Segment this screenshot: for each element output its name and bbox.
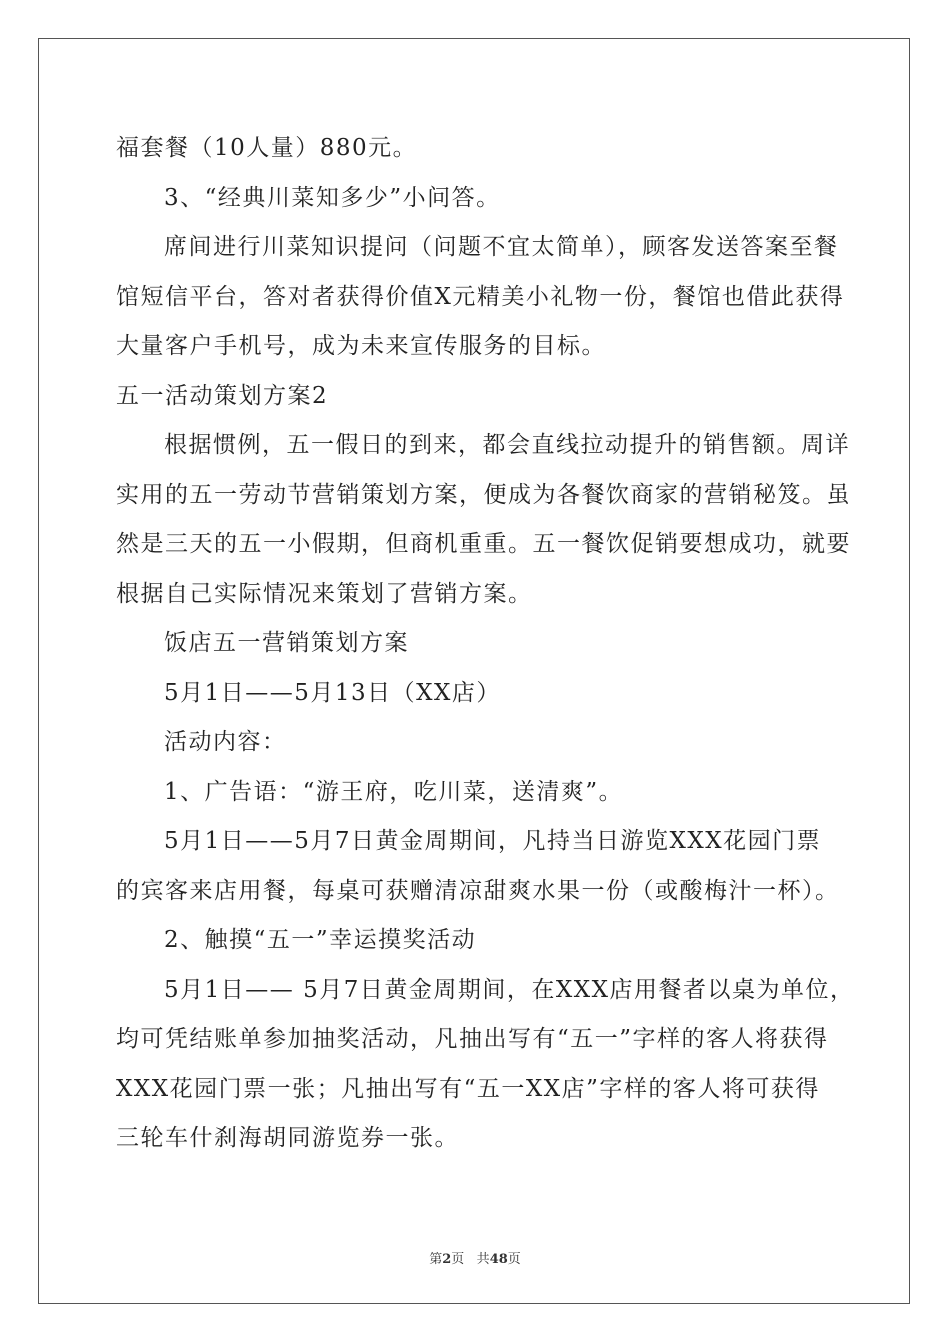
paragraph-line: 然是三天的五一小假期，但商机重重。五一餐饮促销要想成功，就要 bbox=[116, 531, 851, 557]
total-label-prefix: 共 bbox=[476, 1252, 490, 1267]
paragraph-line: XXX花园门票一张；凡抽出写有“五一XX店”字样的客人将可获得 bbox=[116, 1075, 820, 1102]
paragraph-line: 根据惯例，五一假日的到来，都会直线拉动提升的销售额。周详 bbox=[164, 432, 850, 458]
total-label-suffix: 页 bbox=[507, 1252, 521, 1267]
page-number: 2 bbox=[442, 1252, 452, 1267]
paragraph-line: 5月1日——5月7日黄金周期间，凡持当日游览XXX花园门票 bbox=[164, 828, 822, 854]
paragraph-line: 的宾客来店用餐，每桌可获赠清凉甜爽水果一份（或酸梅汁一杯）。 bbox=[116, 877, 840, 904]
paragraph-line: 大量客户手机号，成为未来宣传服务的目标。 bbox=[116, 333, 606, 359]
page-label-suffix: 页 bbox=[451, 1252, 465, 1267]
document-body bbox=[116, 124, 855, 1164]
page-footer bbox=[0, 1248, 950, 1267]
page-label-prefix: 第 bbox=[429, 1252, 443, 1267]
paragraph-line: 三轮车什刹海胡同游览券一张。 bbox=[116, 1125, 459, 1151]
paragraph-line: 5月1日—— 5月7日黄金周期间，在XXX店用餐者以桌为单位， bbox=[164, 976, 855, 1003]
paragraph-line: 活动内容： bbox=[164, 729, 287, 755]
paragraph-line: 福套餐（10人量）880元。 bbox=[116, 135, 418, 161]
list-item-heading: 2、触摸“五一”幸运摸奖活动 bbox=[164, 927, 477, 953]
list-item-heading: 1、广告语：“游王府，吃川菜，送清爽”。 bbox=[164, 778, 624, 805]
paragraph-line: 根据自己实际情况来策划了营销方案。 bbox=[116, 580, 533, 607]
date-range: 5月1日——5月13日（XX店） bbox=[164, 679, 501, 706]
list-item-heading: 3、“经典川菜知多少”小问答。 bbox=[164, 184, 501, 211]
paragraph-line: 实用的五一劳动节营销策划方案，便成为各餐饮商家的营销秘笈。虽 bbox=[116, 481, 851, 508]
paragraph-line: 均可凭结账单参加抽奖活动，凡抽出写有“五一”字样的客人将获得 bbox=[116, 1026, 829, 1052]
paragraph-line: 馆短信平台，答对者获得价值X元精美小礼物一份，餐馆也借此获得 bbox=[116, 283, 845, 310]
paragraph-line: 席间进行川菜知识提问（问题不宜太简单），顾客发送答案至餐 bbox=[164, 234, 839, 260]
section-title: 五一活动策划方案2 bbox=[116, 382, 329, 409]
total-pages: 48 bbox=[489, 1252, 508, 1267]
subsection-title: 饭店五一营销策划方案 bbox=[164, 630, 409, 656]
